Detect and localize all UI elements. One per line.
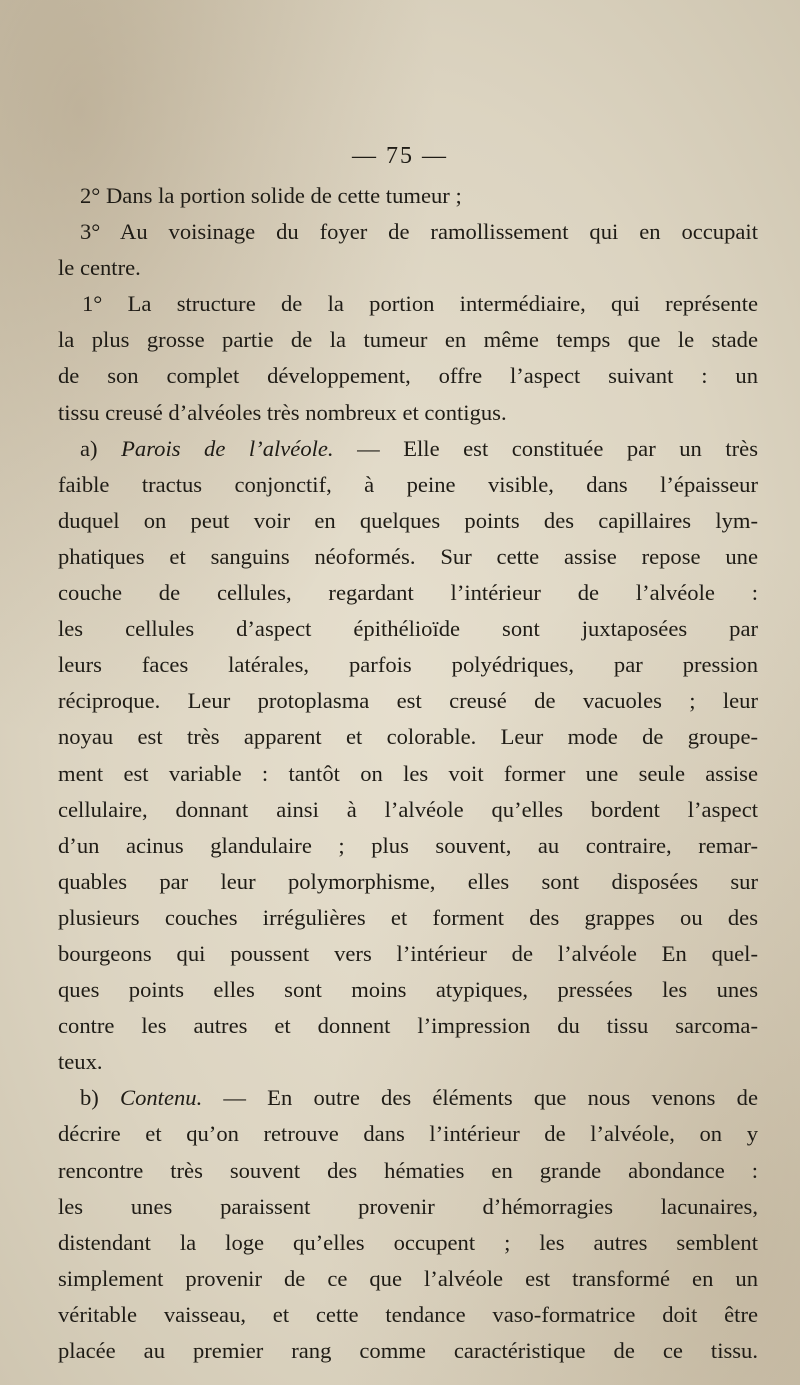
text-line: rencontre très souvent des hématies en grande abondance :	[58, 1157, 758, 1183]
line-rest: — En outre des éléments que nous venons de	[202, 1085, 758, 1111]
text-line: le centre.	[58, 255, 141, 281]
text-line: 3° Au voisinage du foyer de ramollissement qui en occupait	[80, 219, 758, 245]
text-line: cellulaire, donnant ainsi à l’alvéole qu’elles bordent l’aspect	[58, 796, 758, 822]
text-line: phatiques et sanguins néoformés. Sur cette assise repose une	[58, 543, 758, 569]
list-marker: b)	[80, 1085, 120, 1111]
text-line: duquel on peut voir en quelques points des capillaires lym-	[58, 507, 758, 533]
text-line	[58, 1080, 758, 1116]
text-line: contre les autres et donnent l’impression du tissu sarcoma-	[58, 1013, 758, 1039]
text-line: véritable vaisseau, et cette tendance vaso-formatrice doit être	[58, 1301, 758, 1327]
page-number: — 75 —	[352, 143, 448, 169]
text-line: de son complet développement, offre l’aspect suivant : un	[58, 363, 758, 389]
text-line: d’un acinus glandulaire ; plus souvent, au contraire, remar-	[58, 832, 758, 858]
text-line: quables par leur polymorphisme, elles sont disposées sur	[58, 868, 758, 894]
text-line: ment est variable : tantôt on les voit former une seule assise	[58, 760, 758, 786]
line-rest: — Elle est constituée par un très	[333, 435, 759, 461]
section-heading-contenu: Contenu.	[120, 1085, 203, 1111]
text-line: ques points elles sont moins atypiques, pressées les unes	[58, 977, 758, 1003]
list-marker: a)	[80, 435, 122, 461]
section-heading-parois: Parois de l’alvéole.	[121, 435, 334, 461]
text-line: tissu creusé d’alvéoles très nombreux et contigus.	[58, 399, 507, 425]
text-line: décrire et qu’on retrouve dans l’intérieur de l’alvéole, on y	[58, 1121, 758, 1147]
text-line: 2° Dans la portion solide de cette tumeur ;	[80, 183, 462, 208]
text-line: distendant la loge qu’elles occupent ; les autres semblent	[58, 1229, 758, 1255]
text-line: simplement provenir de ce que l’alvéole est transformé en un	[58, 1265, 758, 1291]
text-line: couche de cellules, regardant l’intérieur de l’alvéole :	[58, 580, 758, 606]
text-line: 1° La structure de la portion intermédiaire, qui représente	[82, 291, 758, 317]
text-line: la plus grosse partie de la tumeur en même temps que le stade	[58, 327, 758, 353]
text-line: faible tractus conjonctif, à peine visible, dans l’épaisseur	[58, 471, 758, 497]
text-line: bourgeons qui poussent vers l’intérieur de l’alvéole En quel-	[58, 940, 758, 966]
text-line: plusieurs couches irrégulières et forment des grappes ou des	[58, 904, 758, 930]
text-line	[58, 431, 758, 467]
text-line: les cellules d’aspect épithélioïde sont juxtaposées par	[58, 616, 758, 642]
text-line: teux.	[58, 1049, 103, 1075]
body-text	[58, 178, 758, 1369]
text-line: noyau est très apparent et colorable. Leur mode de groupe-	[58, 724, 758, 750]
text-line: leurs faces latérales, parfois polyédriques, par pression	[58, 652, 758, 678]
text-line: les unes paraissent provenir d’hémorragies lacunaires,	[58, 1193, 758, 1219]
text-line: placée au premier rang comme caractéristique de ce tissu.	[58, 1338, 758, 1363]
text-line: réciproque. Leur protoplasma est creusé de vacuoles ; leur	[58, 688, 758, 714]
